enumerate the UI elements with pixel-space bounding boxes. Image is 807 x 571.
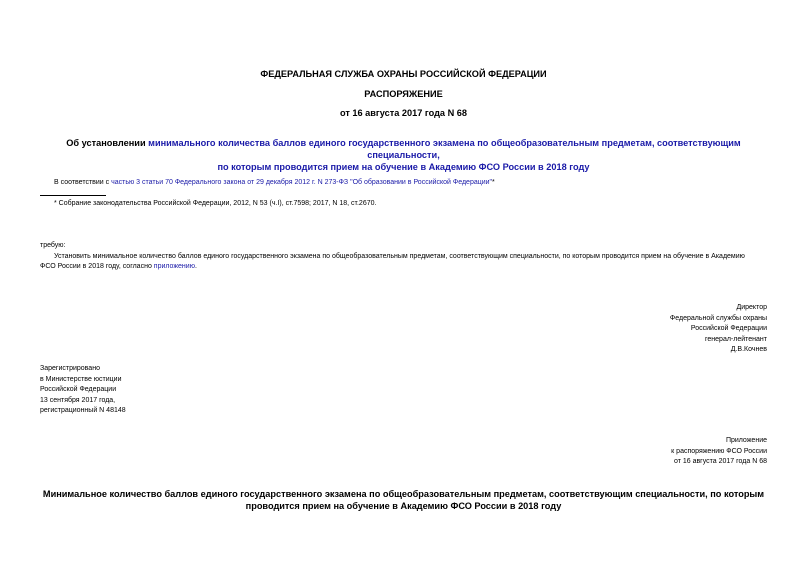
- appendix-ref-line: Приложение: [725, 437, 767, 444]
- appendix-title: [40, 488, 767, 512]
- footnote: * Собрание законодательства Российской Федерации, 2012, N 53 (ч.I), ст.7598; 2017, N 18, ст.2670.: [54, 200, 377, 207]
- appendix-ref-line: к распоряжению ФСО России: [671, 447, 767, 455]
- registration-line: 13 сентября 2017 года,: [40, 396, 116, 404]
- signature-block: [670, 303, 767, 356]
- registration-line: регистрационный N 48148: [40, 407, 126, 415]
- agency-name: ФЕДЕРАЛЬНАЯ СЛУЖБА ОХРАНЫ РОССИЙСКОЙ ФЕДЕРАЦИИ: [260, 69, 547, 79]
- order-text-suffix: .: [194, 263, 197, 270]
- order-text-prefix: ФСО России в 2018 году, согласно: [40, 263, 154, 270]
- registration-line: Зарегистрировано: [40, 365, 100, 372]
- title-link[interactable]: минимального количества баллов единого государственного экзамена по общеобразовательным предметам, соответствующим специальности,: [148, 138, 741, 160]
- registration-line: в Министерстве юстиции: [40, 375, 122, 383]
- appendix-title-line1: Минимальное количество баллов единого государственного экзамена по общеобразовательным предметам, соответствующим специальности, по которым: [42, 489, 765, 499]
- document-title: [40, 137, 767, 173]
- appendix-link[interactable]: приложению: [153, 263, 195, 270]
- appendix-title-line2: проводится прием на обучение в Академию ФСО России в 2018 году: [245, 501, 562, 511]
- signature-line: Российской Федерации: [690, 325, 767, 333]
- order-text-line2: [40, 262, 197, 273]
- order-lead: требую:: [40, 242, 66, 249]
- signature-line: Директор: [736, 304, 767, 311]
- appendix-ref-line: от 16 августа 2017 года N 68: [673, 458, 767, 466]
- order-text-line1: Установить минимальное количество баллов единого государственного экзамена по общеобразовательным предметам, соответствующим специальности, по которым проводится прием на обучение в Академию: [54, 253, 745, 260]
- title-link-continued[interactable]: по которым проводится прием на обучение в Академию ФСО России в 2018 году: [217, 162, 590, 172]
- preamble: [54, 178, 495, 189]
- registration-block: [40, 364, 126, 417]
- signature-line: Д.В.Кочнев: [730, 346, 767, 354]
- title-prefix: Об установлении: [66, 138, 149, 148]
- appendix-reference: [671, 436, 767, 468]
- document-date: от 16 августа 2017 года N 68: [339, 108, 468, 118]
- document-type: РАСПОРЯЖЕНИЕ: [364, 89, 443, 99]
- law-link[interactable]: частью 3 статьи 70 Федерального закона от 29 декабря 2012 г. N 273-ФЗ "Об образовании в Российской Федерации": [111, 179, 493, 186]
- footnote-marker: *: [492, 179, 495, 186]
- preamble-prefix: В соответствии с: [54, 179, 112, 186]
- signature-line: генерал-лейтенант: [705, 335, 767, 343]
- footnote-divider: [40, 195, 106, 196]
- registration-line: Российской Федерации: [40, 386, 117, 394]
- signature-line: Федеральной службы охраны: [669, 314, 767, 322]
